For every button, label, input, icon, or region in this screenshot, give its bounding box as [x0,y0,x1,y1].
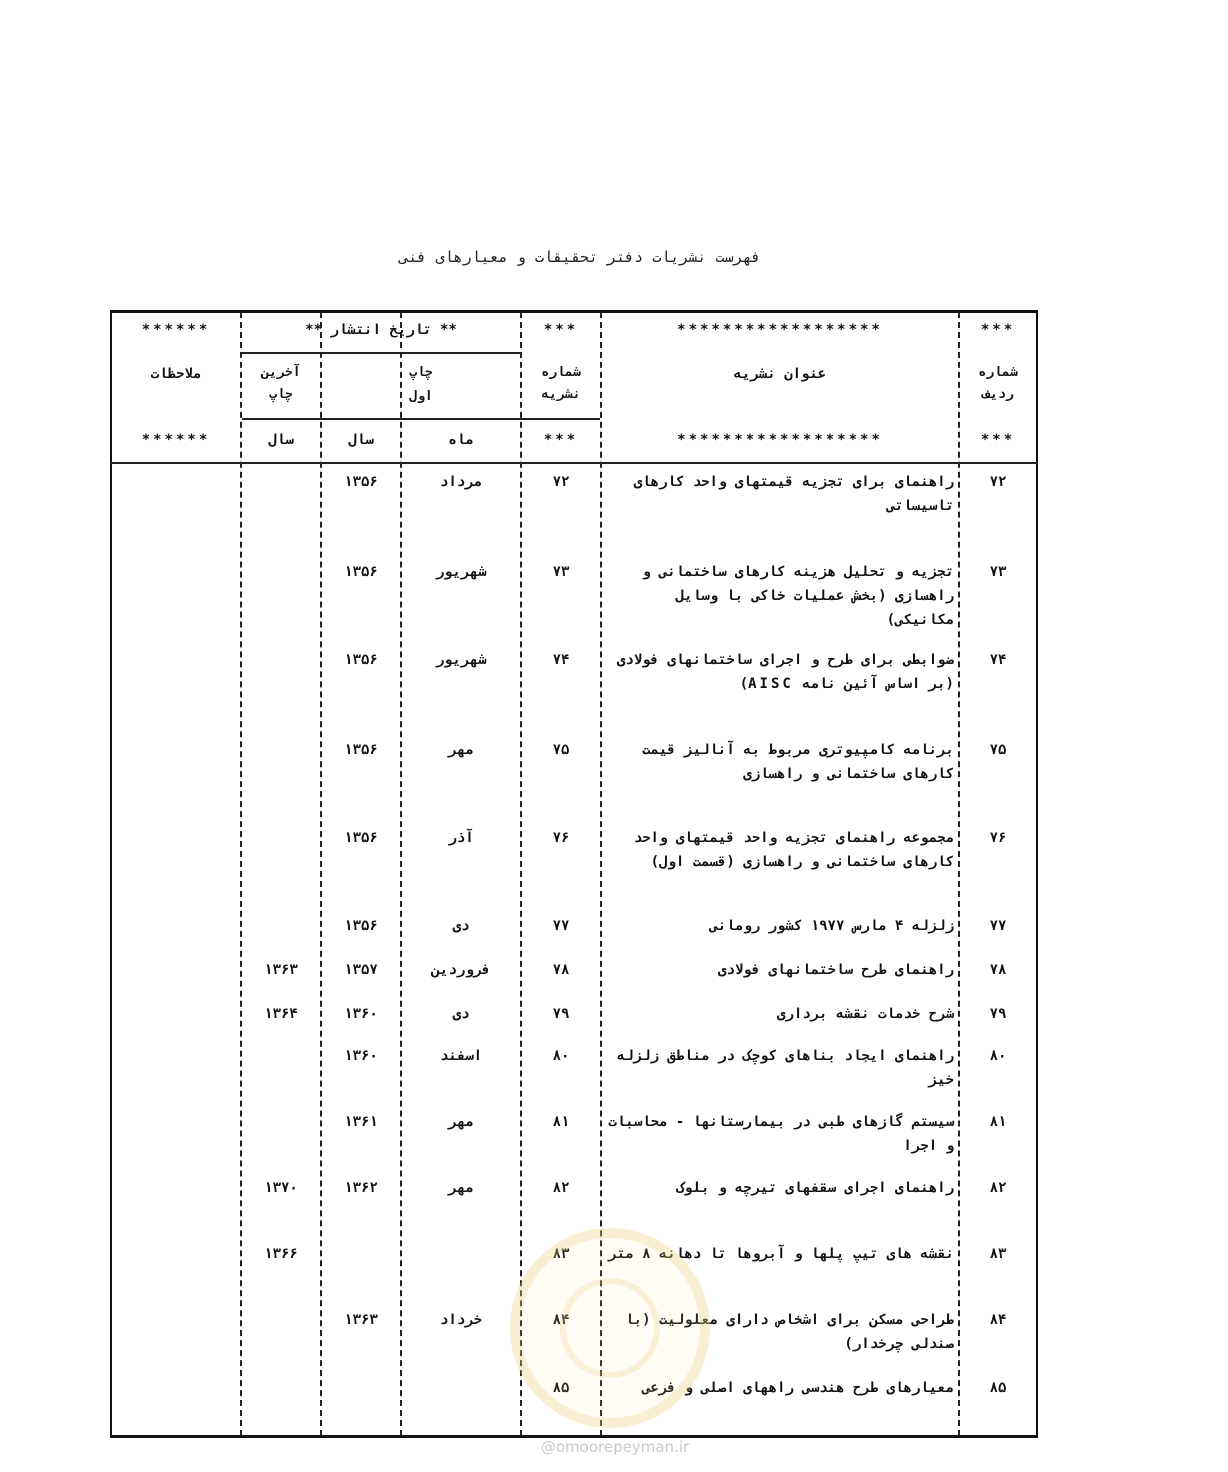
header-row-no: ردیف [982,387,1014,402]
first-print-month: مهر [448,1180,474,1196]
header-bottom-rule [110,462,1038,464]
publication-number: ۸۰ [552,1048,570,1064]
header-pub-date: ** تاریخ انتشار ** [305,322,457,338]
first-print-month: خرداد [439,1312,483,1328]
publication-title: ضوابطی برای طرح و اجرای ساختمانهای فولادی (بر اساس آئین نامه AISC) [616,652,954,692]
last-print-year: ۱۳۶۳ [264,962,298,978]
publication-number: ۷۵ [552,742,570,758]
header-pub-no: شماره [541,365,581,380]
publication-title: راهنمای برای تجزیه قیمتهای واحد کارهای تاسیساتی [633,474,954,514]
first-print-year: ۱۳۶۳ [344,1312,378,1328]
publication-number: ۸۳ [552,1246,570,1262]
first-print-month: فروردین [431,962,491,978]
publication-title: طراحی مسکن برای اشخاص دارای معلولیت (با صندلی چرخدار) [625,1312,954,1352]
first-print-month: شهریور [435,652,487,668]
first-print-year: ۱۳۵۶ [344,918,378,934]
publication-title: زلزله ۴ مارس ۱۹۷۷ کشور رومانی [709,918,954,934]
row-number: ۸۴ [989,1312,1007,1328]
publication-number: ۷۷ [552,918,570,934]
first-print-month: مهر [448,742,474,758]
header-first-print: اول [409,389,433,404]
publication-number: ۷۸ [552,962,570,978]
watermark-text: @omoorepeyman.ir [540,1438,690,1456]
header-stars: ****** [141,322,211,338]
header-stars: *** [543,322,579,338]
row-number: ۷۹ [989,1006,1007,1022]
publication-number: ۸۱ [552,1114,570,1130]
header-pub-no: نشریه [541,387,581,402]
publication-number: ۷۶ [552,830,570,846]
header-stars: ****** [141,432,211,448]
header-row-no: شماره [978,365,1018,380]
header-notes: ملاحظات [150,366,202,382]
first-print-year: ۱۳۶۲ [344,1180,378,1196]
publication-title: راهنمای طرح ساختمانهای فولادی [717,962,954,978]
column-divider [240,312,242,1436]
header-last-print: چاپ [269,387,293,402]
publication-title: مجموعه راهنمای تجزیه واحد قیمتهای واحد کارهای ساختمانی و راهسازی (قسمت اول) [633,830,954,870]
watermark-seal [510,1228,710,1428]
last-print-year: ۱۳۶۶ [264,1246,298,1262]
publication-number: ۸۴ [552,1312,570,1328]
first-print-year: ۱۳۵۶ [344,830,378,846]
header-rule [242,352,520,354]
first-print-month: شهریور [435,564,487,580]
publication-title: سیستم گازهای طبی در بیمارستانها - محاسبات و اجرا [608,1114,954,1154]
row-number: ۷۴ [989,652,1007,668]
header-stars: ****************** [677,322,883,338]
header-month: ماه [448,432,474,448]
header-stars: *** [980,432,1016,448]
row-number: ۸۵ [989,1380,1007,1396]
publication-title: شرح خدمات نقشه برداری [776,1006,954,1022]
row-number: ۸۳ [989,1246,1007,1262]
header-title-col: عنوان نشریه [733,366,827,382]
publication-title: نقشه های تیپ پلها و آبروها تا دهانه ۸ متر [608,1246,954,1262]
publication-number: ۸۲ [552,1180,570,1196]
publication-title: راهنمای ایجاد بناهای کوچک در مناطق زلزله خیز [616,1048,954,1088]
first-print-year: ۱۳۵۷ [344,962,378,978]
first-print-year: ۱۳۶۰ [344,1006,378,1022]
publication-number: ۸۵ [552,1380,570,1396]
publication-number: ۷۲ [552,474,570,490]
first-print-year: ۱۳۵۶ [344,652,378,668]
last-print-year: ۱۳۷۰ [264,1180,298,1196]
first-print-month: دی [452,918,470,934]
watermark-seal-inner [560,1278,660,1378]
header-rule [242,418,600,420]
row-number: ۷۸ [989,962,1007,978]
row-number: ۷۳ [989,564,1007,580]
row-number: ۷۶ [989,830,1007,846]
header-first-print: چاپ [409,365,433,380]
first-print-year: ۱۳۶۱ [344,1114,378,1130]
first-print-month: مرداد [439,474,483,490]
row-number: ۷۷ [989,918,1007,934]
header-year-first: سال [348,432,374,448]
first-print-month: آذر [448,830,474,846]
publication-title: برنامه کامپیوتری مربوط به آنالیز قیمت کارهای ساختمانی و راهسازی [642,742,954,782]
row-number: ۸۲ [989,1180,1007,1196]
header-stars: *** [980,322,1016,338]
header-stars: ****************** [677,432,883,448]
row-number: ۷۵ [989,742,1007,758]
row-number: ۷۲ [989,474,1007,490]
publication-number: ۷۴ [552,652,570,668]
first-print-month: اسفند [439,1048,483,1064]
publication-number: ۷۳ [552,564,570,580]
first-print-year: ۱۳۵۶ [344,564,378,580]
document-title: فهرست نشریات دفتر تحقیقات و معیارهای فنی [399,248,761,266]
row-number: ۸۰ [989,1048,1007,1064]
publication-title: راهنمای اجرای سقفهای تیرچه و بلوک [675,1180,954,1196]
publication-title: تجزیه و تحلیل هزینه کارهای ساختمانی و راهسازی (بخش عملیات خاکی با وسایل مکانیکی) [642,564,954,628]
last-print-year: ۱۳۶۴ [264,1006,298,1022]
first-print-year: ۱۳۶۰ [344,1048,378,1064]
first-print-year: ۱۳۵۶ [344,474,378,490]
publication-title: معیارهای طرح هندسی راههای اصلی و فرعی [642,1380,954,1396]
publication-number: ۷۹ [552,1006,570,1022]
header-last-print: آخرین [261,365,301,380]
first-print-year: ۱۳۵۶ [344,742,378,758]
header-year-last: سال [268,432,294,448]
first-print-month: مهر [448,1114,474,1130]
header-stars: *** [543,432,579,448]
row-number: ۸۱ [989,1114,1007,1130]
first-print-month: دی [452,1006,470,1022]
